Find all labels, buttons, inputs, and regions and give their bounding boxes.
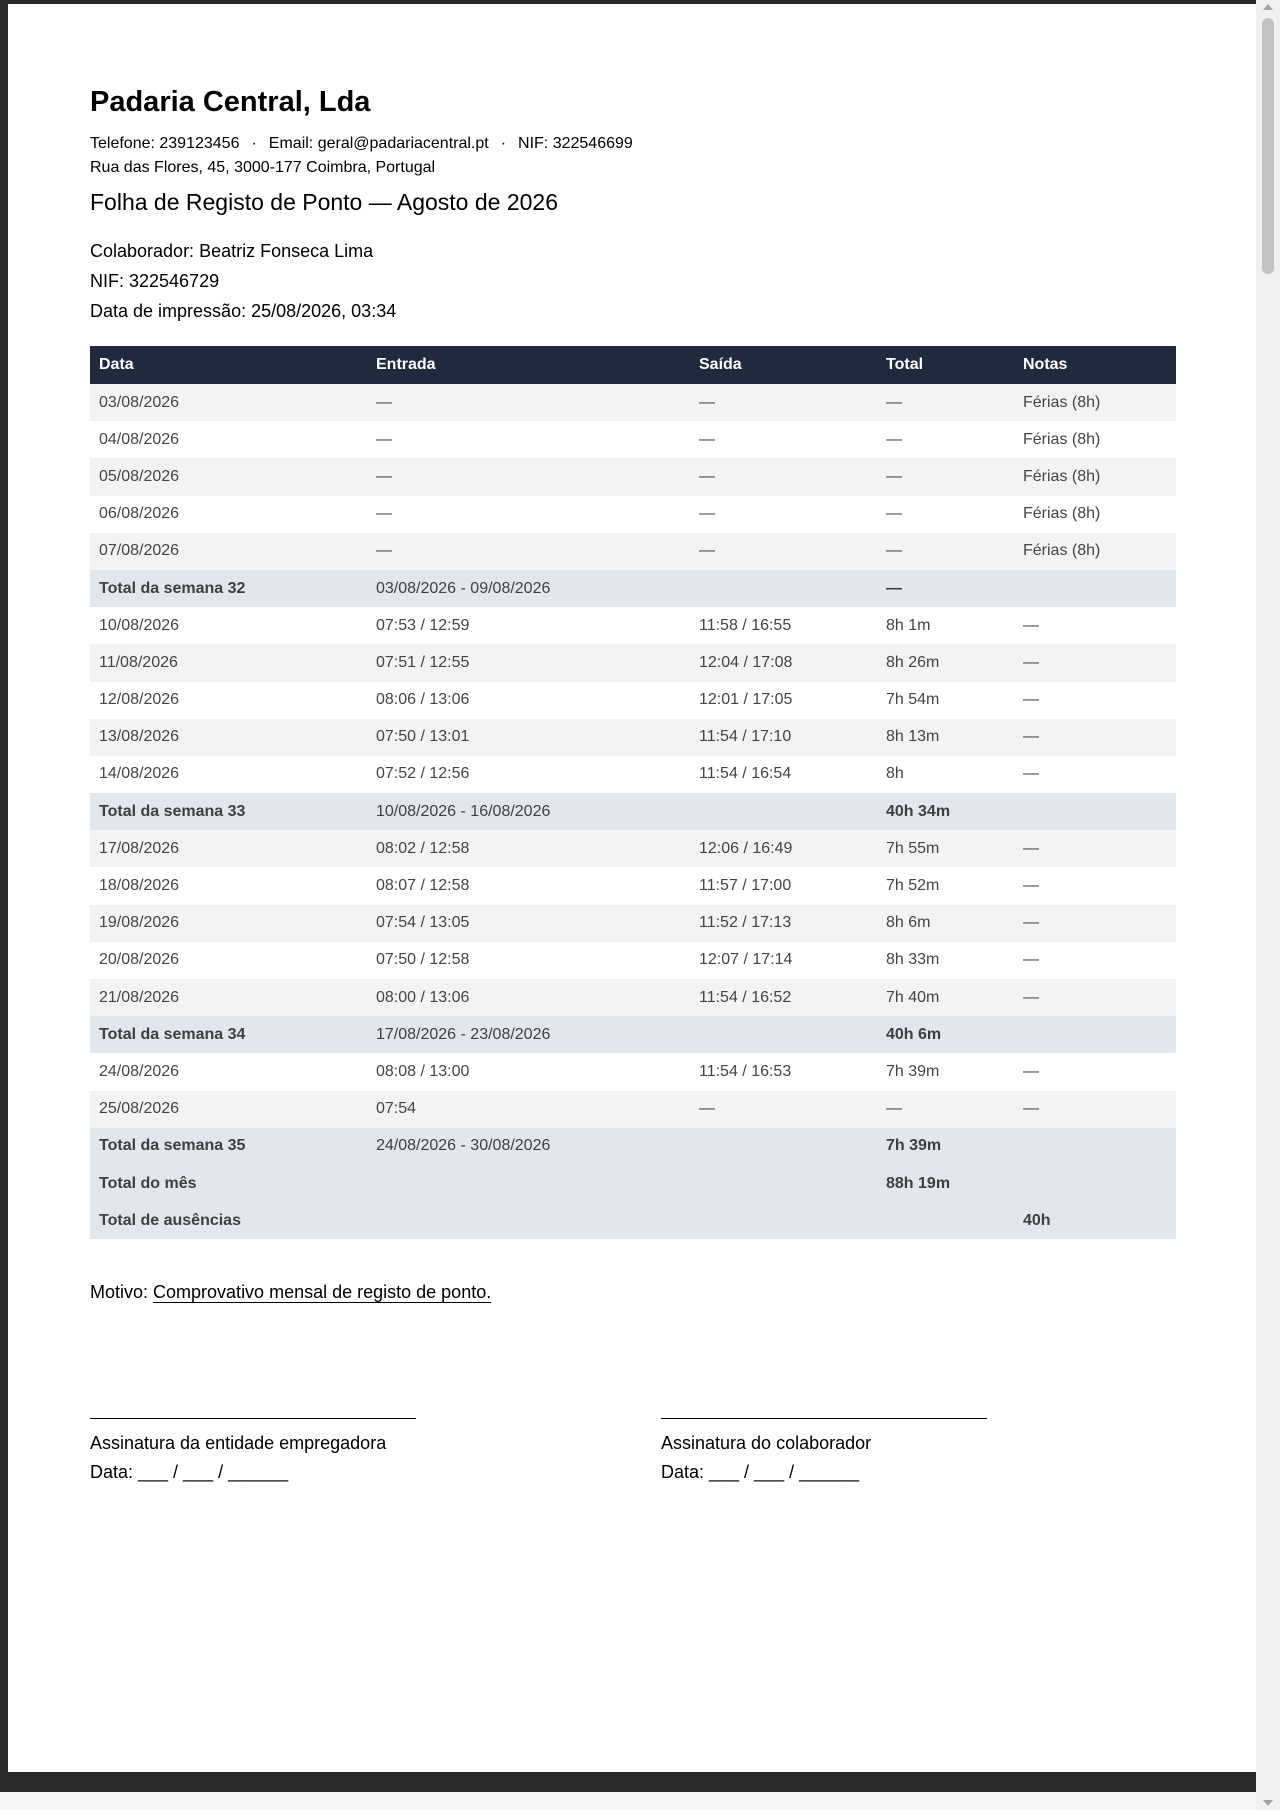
company-nif: NIF: 322546699 xyxy=(518,135,633,152)
motivo-line xyxy=(90,1282,491,1303)
table-cell: Total da semana 35 xyxy=(90,1128,367,1165)
table-cell: Férias (8h) xyxy=(1014,533,1176,570)
table-cell xyxy=(1014,1016,1176,1053)
table-cell: 11:58 / 16:55 xyxy=(690,607,877,644)
table-cell: 11:54 / 16:54 xyxy=(690,756,877,793)
vertical-scrollbar[interactable] xyxy=(1256,0,1280,1810)
table-row xyxy=(90,496,1176,533)
table-cell: 7h 55m xyxy=(877,830,1014,867)
table-cell: — xyxy=(877,458,1014,495)
column-header-data: Data xyxy=(90,346,367,384)
table-cell xyxy=(690,1016,877,1053)
table-cell: 11:54 / 17:10 xyxy=(690,719,877,756)
table-cell: 07:51 / 12:55 xyxy=(367,644,690,681)
table-cell: — xyxy=(877,533,1014,570)
table-row xyxy=(90,421,1176,458)
table-cell: — xyxy=(690,496,877,533)
table-cell: 07:54 xyxy=(367,1091,690,1128)
summary-row xyxy=(90,1128,1176,1165)
signature-line xyxy=(90,1400,416,1419)
table-cell: Total da semana 34 xyxy=(90,1016,367,1053)
table-cell: — xyxy=(1014,942,1176,979)
table-cell: — xyxy=(1014,867,1176,904)
column-header-notas: Notas xyxy=(1014,346,1176,384)
table-cell: 08:08 / 13:00 xyxy=(367,1053,690,1090)
company-email: Email: geral@padariacentral.pt xyxy=(268,135,489,152)
table-cell: — xyxy=(1014,644,1176,681)
table-cell: 7h 39m xyxy=(877,1053,1014,1090)
table-cell: 40h xyxy=(1014,1202,1176,1239)
table-cell: — xyxy=(1014,905,1176,942)
table-cell: — xyxy=(1014,1091,1176,1128)
table-cell xyxy=(367,1165,690,1202)
table-cell: 7h 40m xyxy=(877,979,1014,1016)
table-cell: — xyxy=(877,570,1014,607)
table-cell: 07:54 / 13:05 xyxy=(367,905,690,942)
table-row xyxy=(90,830,1176,867)
table-cell: — xyxy=(367,421,690,458)
table-cell: — xyxy=(690,384,877,421)
employee-signature-date: Data: ___ / ___ / ______ xyxy=(661,1462,860,1482)
table-cell: 13/08/2026 xyxy=(90,719,367,756)
table-row xyxy=(90,458,1176,495)
table-cell: 12/08/2026 xyxy=(90,682,367,719)
signature-line xyxy=(661,1400,987,1419)
table-cell: 7h 54m xyxy=(877,682,1014,719)
table-cell: 10/08/2026 xyxy=(90,607,367,644)
table-cell: — xyxy=(367,533,690,570)
table-cell xyxy=(1014,570,1176,607)
table-cell: 19/08/2026 xyxy=(90,905,367,942)
table-cell: — xyxy=(877,1091,1014,1128)
table-cell: — xyxy=(877,384,1014,421)
table-row xyxy=(90,979,1176,1016)
separator: · xyxy=(251,135,257,152)
table-cell: 06/08/2026 xyxy=(90,496,367,533)
table-cell: 8h 33m xyxy=(877,942,1014,979)
table-cell: 07:52 / 12:56 xyxy=(367,756,690,793)
table-body xyxy=(90,384,1176,1239)
table-cell: 7h 39m xyxy=(877,1128,1014,1165)
document-title: Folha de Registo de Ponto — Agosto de 2026 xyxy=(90,189,558,215)
table-cell xyxy=(690,793,877,830)
table-cell: 05/08/2026 xyxy=(90,458,367,495)
table-cell: Férias (8h) xyxy=(1014,496,1176,533)
table-cell: Total de ausências xyxy=(90,1202,367,1239)
table-cell: — xyxy=(367,384,690,421)
table-cell: 8h 26m xyxy=(877,644,1014,681)
summary-row xyxy=(90,570,1176,607)
table-row xyxy=(90,1091,1176,1128)
table-cell: 10/08/2026 - 16/08/2026 xyxy=(367,793,690,830)
table-row xyxy=(90,905,1176,942)
table-cell: 07:50 / 13:01 xyxy=(367,719,690,756)
table-cell xyxy=(690,1128,877,1165)
company-phone: Telefone: 239123456 xyxy=(90,135,240,152)
table-cell: Total da semana 33 xyxy=(90,793,367,830)
table-cell: 18/08/2026 xyxy=(90,867,367,904)
table-cell: 08:06 / 13:06 xyxy=(367,682,690,719)
table-row xyxy=(90,756,1176,793)
summary-row xyxy=(90,1202,1176,1239)
table-cell: Férias (8h) xyxy=(1014,384,1176,421)
table-cell: 14/08/2026 xyxy=(90,756,367,793)
table-cell: 03/08/2026 - 09/08/2026 xyxy=(367,570,690,607)
table-cell: 07:50 / 12:58 xyxy=(367,942,690,979)
table-cell: 08:00 / 13:06 xyxy=(367,979,690,1016)
company-contact xyxy=(90,135,633,153)
table-row xyxy=(90,533,1176,570)
table-cell: — xyxy=(1014,682,1176,719)
table-cell: 12:07 / 17:14 xyxy=(690,942,877,979)
column-header-total: Total xyxy=(877,346,1014,384)
table-cell: — xyxy=(877,421,1014,458)
table-cell xyxy=(690,1165,877,1202)
table-cell xyxy=(1014,1128,1176,1165)
table-header-row xyxy=(90,346,1176,384)
table-cell xyxy=(367,1202,690,1239)
table-cell: — xyxy=(367,496,690,533)
table-cell: 11:54 / 16:52 xyxy=(690,979,877,1016)
table-cell: — xyxy=(690,458,877,495)
table-row xyxy=(90,719,1176,756)
table-row xyxy=(90,644,1176,681)
table-cell: — xyxy=(877,496,1014,533)
table-cell: 08:02 / 12:58 xyxy=(367,830,690,867)
table-cell: 8h 1m xyxy=(877,607,1014,644)
summary-row xyxy=(90,1165,1176,1202)
table-cell xyxy=(1014,793,1176,830)
table-cell: 21/08/2026 xyxy=(90,979,367,1016)
table-cell: — xyxy=(1014,1053,1176,1090)
table-cell: 12:06 / 16:49 xyxy=(690,830,877,867)
table-cell: — xyxy=(1014,830,1176,867)
table-cell: 11:57 / 17:00 xyxy=(690,867,877,904)
column-header-saida: Saída xyxy=(690,346,877,384)
table-row xyxy=(90,384,1176,421)
motivo-label: Motivo: xyxy=(90,1282,154,1302)
table-cell: 88h 19m xyxy=(877,1165,1014,1202)
table-row xyxy=(90,682,1176,719)
table-cell: Férias (8h) xyxy=(1014,421,1176,458)
table-cell: 03/08/2026 xyxy=(90,384,367,421)
scroll-up-arrow-icon[interactable] xyxy=(1263,4,1273,10)
summary-row xyxy=(90,793,1176,830)
table-cell: — xyxy=(1014,756,1176,793)
table-cell xyxy=(690,1202,877,1239)
table-cell: 7h 52m xyxy=(877,867,1014,904)
table-cell: 12:04 / 17:08 xyxy=(690,644,877,681)
table-cell: — xyxy=(367,458,690,495)
company-address: Rua das Flores, 45, 3000-177 Coimbra, Portugal xyxy=(90,159,436,176)
document-viewer xyxy=(8,4,1256,1772)
employer-signature-block xyxy=(90,1400,416,1483)
table-cell: 25/08/2026 xyxy=(90,1091,367,1128)
table-row xyxy=(90,607,1176,644)
print-date: Data de impressão: 25/08/2026, 03:34 xyxy=(90,301,397,321)
table-cell: — xyxy=(1014,719,1176,756)
table-cell: 8h 6m xyxy=(877,905,1014,942)
table-cell xyxy=(690,570,877,607)
employee-nif: NIF: 322546729 xyxy=(90,271,220,291)
timesheet-table xyxy=(90,346,1176,1239)
table-cell: 20/08/2026 xyxy=(90,942,367,979)
table-row xyxy=(90,867,1176,904)
table-cell: 40h 34m xyxy=(877,793,1014,830)
table-cell xyxy=(1014,1165,1176,1202)
table-cell: 08:07 / 12:58 xyxy=(367,867,690,904)
table-cell: 11:52 / 17:13 xyxy=(690,905,877,942)
scroll-down-arrow-icon[interactable] xyxy=(1263,1800,1273,1806)
table-cell: 07:53 / 12:59 xyxy=(367,607,690,644)
table-cell: 24/08/2026 xyxy=(90,1053,367,1090)
employee-signature-block xyxy=(661,1400,987,1483)
table-cell: 24/08/2026 - 30/08/2026 xyxy=(367,1128,690,1165)
table-cell xyxy=(877,1202,1014,1239)
separator: · xyxy=(500,135,507,152)
table-cell: 17/08/2026 xyxy=(90,830,367,867)
summary-row xyxy=(90,1016,1176,1053)
viewer-bottom-edge xyxy=(0,1792,1256,1810)
table-cell: — xyxy=(690,421,877,458)
table-cell: 11/08/2026 xyxy=(90,644,367,681)
table-cell: — xyxy=(1014,979,1176,1016)
table-cell: 17/08/2026 - 23/08/2026 xyxy=(367,1016,690,1053)
table-cell: 11:54 / 16:53 xyxy=(690,1053,877,1090)
table-cell: — xyxy=(1014,607,1176,644)
table-cell: 8h 13m xyxy=(877,719,1014,756)
table-cell: Total da semana 32 xyxy=(90,570,367,607)
scroll-thumb[interactable] xyxy=(1262,18,1274,274)
company-name: Padaria Central, Lda xyxy=(90,86,371,118)
table-cell: 8h xyxy=(877,756,1014,793)
table-cell: 04/08/2026 xyxy=(90,421,367,458)
table-cell: 12:01 / 17:05 xyxy=(690,682,877,719)
table-row xyxy=(90,1053,1176,1090)
table-cell: — xyxy=(690,533,877,570)
table-cell: — xyxy=(690,1091,877,1128)
employer-signature-label: Assinatura da entidade empregadora xyxy=(90,1433,387,1453)
employee-signature-label: Assinatura do colaborador xyxy=(661,1433,872,1453)
table-cell: 40h 6m xyxy=(877,1016,1014,1053)
table-cell: Férias (8h) xyxy=(1014,458,1176,495)
column-header-entrada: Entrada xyxy=(367,346,690,384)
motivo-value: Comprovativo mensal de registo de ponto. xyxy=(153,1282,492,1302)
table-row xyxy=(90,942,1176,979)
table-cell: Total do mês xyxy=(90,1165,367,1202)
table-cell: 07/08/2026 xyxy=(90,533,367,570)
employer-signature-date: Data: ___ / ___ / ______ xyxy=(90,1462,289,1482)
employee-name: Colaborador: Beatriz Fonseca Lima xyxy=(90,241,374,261)
